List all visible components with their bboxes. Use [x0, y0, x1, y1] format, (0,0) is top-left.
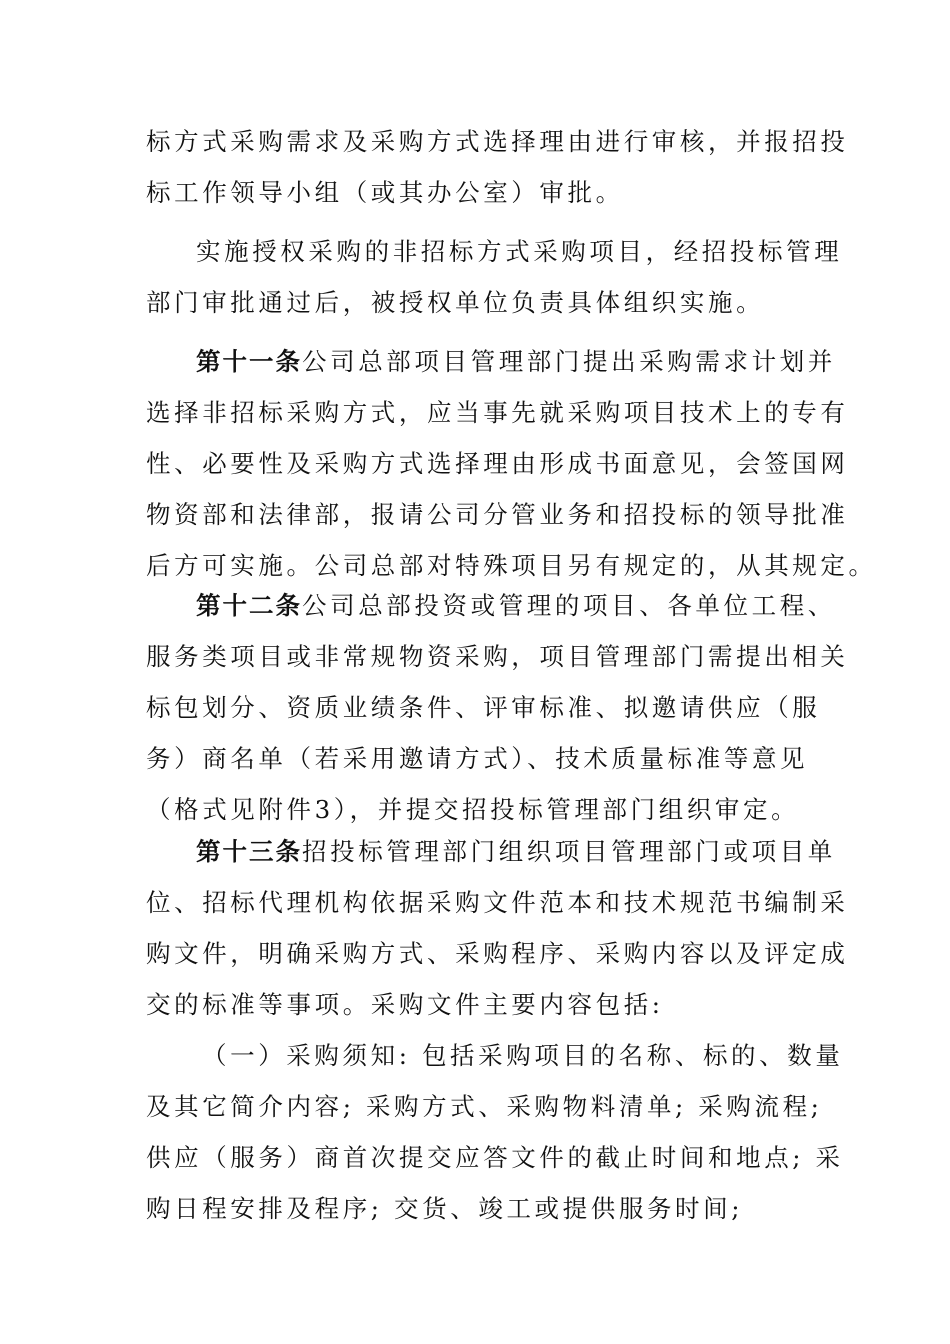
article-text: 招投标管理部门组织项目管理部门或项目单 — [302, 837, 836, 866]
text-line: 部门审批通过后，被授权单位负责具体组织实施。 — [146, 288, 765, 317]
text-line: 后方可实施。公司总部对特殊项目另有规定的，从其规定。 — [146, 551, 877, 580]
article-text: 公司总部投资或管理的项目、各单位工程、 — [302, 591, 836, 620]
text-line: 务）商名单（若采用邀请方式）、技术质量标准等意见 — [146, 744, 809, 773]
paragraph-article-11 — [146, 336, 877, 591]
paragraph-item-1 — [146, 1030, 844, 1234]
text-line: 服务类项目或非常规物资采购，项目管理部门需提出相关 — [146, 642, 849, 671]
text-line: 供应（服务）商首次提交应答文件的截止时间和地点; 采 — [146, 1143, 844, 1172]
text-line — [146, 336, 836, 387]
text-line: 实施授权采购的非招标方式采购项目，经招投标管理 — [196, 237, 843, 266]
paragraph-article-12 — [146, 580, 849, 835]
text-line: 物资部和法律部，报请公司分管业务和招投标的领导批准 — [146, 500, 849, 529]
text-line: （格式见附件3），并提交招投标管理部门组织审定。 — [146, 795, 800, 824]
text-line: （一）采购须知: 包括采购项目的名称、标的、数量 — [202, 1041, 844, 1070]
text-line: 标方式采购需求及采购方式选择理由进行审核，并报招投 — [146, 127, 849, 156]
text-line: 选择非招标采购方式，应当事先就采购项目技术上的专有 — [146, 398, 849, 427]
text-line: 位、招标代理机构依据采购文件范本和技术规范书编制采 — [146, 888, 849, 917]
text-line: 购文件，明确采购方式、采购程序、采购内容以及评定成 — [146, 939, 849, 968]
text-line — [146, 826, 836, 877]
text-line: 购日程安排及程序; 交货、竣工或提供服务时间; — [146, 1194, 744, 1223]
text-line: 标包划分、资质业绩条件、评审标准、拟邀请供应（服 — [146, 693, 821, 722]
text-line — [146, 580, 836, 631]
article-text: 公司总部项目管理部门提出采购需求计划并 — [302, 347, 836, 376]
text-line: 交的标准等事项。采购文件主要内容包括: — [146, 990, 664, 1019]
paragraph-authorized-procurement — [146, 226, 843, 328]
text-line: 性、必要性及采购方式选择理由形成书面意见，会签国网 — [146, 449, 849, 478]
article-heading: 第十三条 — [196, 837, 302, 866]
text-line: 标工作领导小组（或其办公室）审批。 — [146, 178, 624, 207]
text-line: 及其它简介内容; 采购方式、采购物料清单; 采购流程; — [146, 1092, 823, 1121]
paragraph-continuation — [146, 116, 849, 218]
paragraph-article-13 — [146, 826, 849, 1030]
article-heading: 第十二条 — [196, 591, 302, 620]
article-heading: 第十一条 — [196, 347, 302, 376]
